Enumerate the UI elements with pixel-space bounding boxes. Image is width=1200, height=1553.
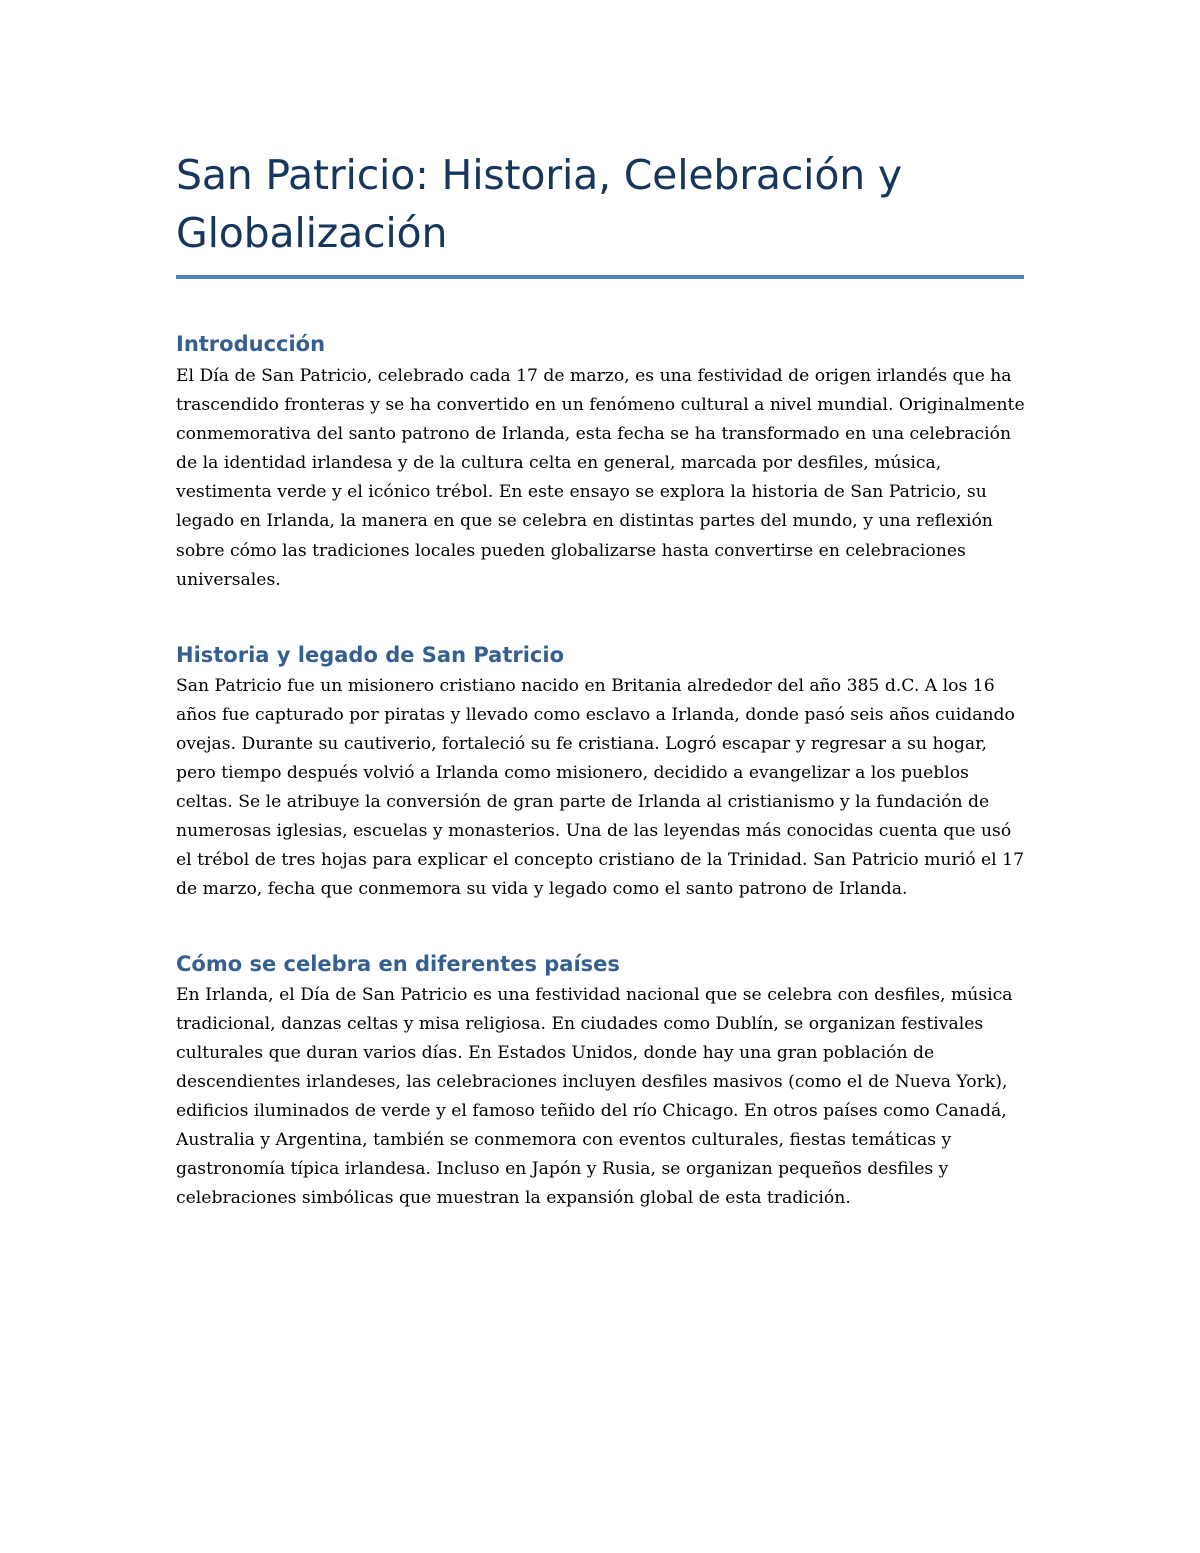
section-introduccion	[176, 330, 1026, 595]
section-paragraph: El Día de San Patricio, celebrado cada 17 de marzo, es una festividad de origen irlandés que ha trascendido fronteras y se ha convertido en un fenómeno cultural a nivel mundial. Originalmente conmemorativa del santo patrono de Irlanda, esta fecha se ha transformado en una celebración de la identidad irlandesa y de la cultura celta en general, marcada por desfiles, música, vestimenta verde y el icónico trébol. En este ensayo se explora la historia de San Patricio, su legado en Irlanda, la manera en que se celebra en distintas partes del mundo, y una reflexión sobre cómo las tradiciones locales pueden globalizarse hasta convertirse en celebraciones universales.	[176, 366, 1025, 590]
document-content	[176, 146, 1026, 1213]
section-paragraph: En Irlanda, el Día de San Patricio es una festividad nacional que se celebra con desfiles, música tradicional, danzas celtas y misa religiosa. En ciudades como Dublín, se organizan festivales culturales que duran varios días. En Estados Unidos, donde hay una gran población de descendientes irlandeses, las celebraciones incluyen desfiles masivos (como el de Nueva York), edificios iluminados de verde y el famoso teñido del río Chicago. En otros países como Canadá, Australia y Argentina, también se conmemora con eventos culturales, fiestas temáticas y gastronomía típica irlandesa. Incluso en Japón y Rusia, se organizan pequeños desfiles y celebraciones simbólicas que muestran la expansión global de esta tradición.	[176, 984, 1013, 1209]
section-heading: Cómo se celebra en diferentes países	[176, 951, 620, 976]
section-heading: Historia y legado de San Patricio	[176, 642, 564, 667]
section-paragraph: San Patricio fue un misionero cristiano nacido en Britania alrededor del año 385 d.C. A los 16 años fue capturado por piratas y llevado como esclavo a Irlanda, donde pasó seis años cuidando ovejas. Durante su cautiverio, fortaleció su fe cristiana. Logró escapar y regresar a su hogar, pero tiempo después volvió a Irlanda como misionero, decidido a evangelizar a los pueblos celtas. Se le atribuye la conversión de gran parte de Irlanda al cristianismo y la fundación de numerosas iglesias, escuelas y monasterios. Una de las leyendas más conocidas cuenta que usó el trébol de tres hojas para explicar el concepto cristiano de la Trinidad. San Patricio murió el 17 de marzo, fecha que conmemora su vida y legado como el santo patrono de Irlanda.	[176, 675, 1025, 900]
section-celebracion	[176, 950, 1026, 1214]
section-heading: Introducción	[176, 332, 326, 356]
section-historia	[176, 641, 1026, 905]
title-divider	[176, 275, 1024, 279]
document-title: San Patricio: Historia, Celebración y Globalización	[176, 151, 902, 257]
